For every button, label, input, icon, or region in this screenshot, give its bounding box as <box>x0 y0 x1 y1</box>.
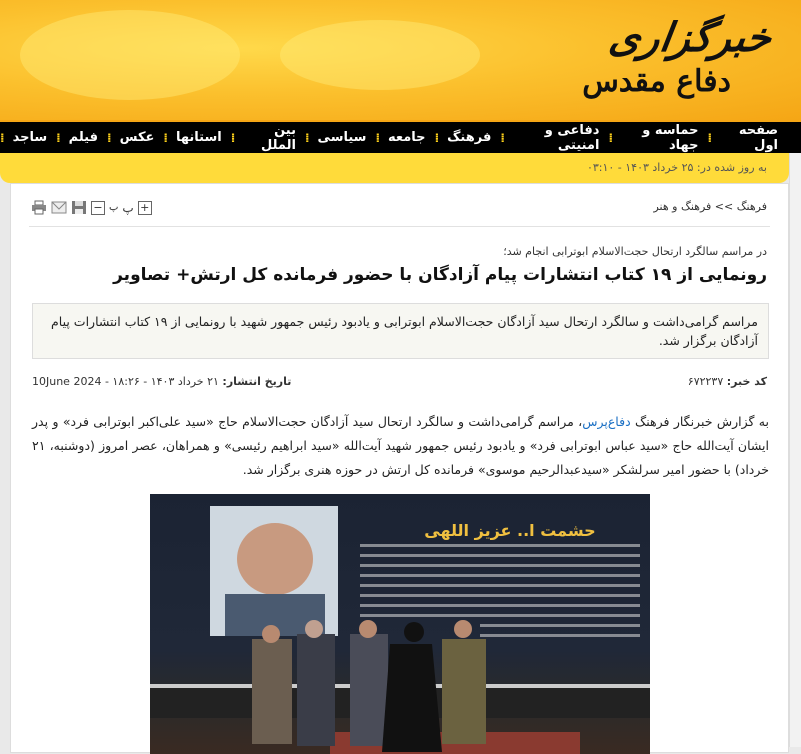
font-increase-button[interactable]: + <box>138 201 152 215</box>
article-tools <box>31 200 152 215</box>
page-scroll-gutter <box>789 153 801 747</box>
nav-separator: ⁞ <box>56 130 60 145</box>
nav-separator: ⁞ <box>707 130 712 145</box>
nav-separator: ⁞ <box>0 130 4 145</box>
nav-item[interactable]: دفاعی و امنیتی <box>544 122 600 153</box>
photo-heading-text: حشمت ا.. عزیز اللهی <box>424 521 596 540</box>
publish-date: تاریخ انتشار: ۲۱ خرداد ۱۴۰۳ - ۱۸:۲۶ - 10June 2024 <box>32 375 292 388</box>
nav-separator: ⁞ <box>163 130 167 145</box>
article-body: به گزارش خبرنگار فرهنگ دفاع‌پرس، مراسم گرامی‌داشت و سالگرد ارتحال سید آزادگان حجت‌الاسلام حاج «سید علی‌اکبر ابوترابی فرد» و پدر ایشان آیت‌الله حاج «سید عباس ابوترابی فرد» و یادبود رئیس جمهور شهید آیت‌الله «سید ابراهیم رئیسی» و همراهان، عصر امروز (دوشنبه، ۲۱ خرداد) با حضور امیر سرلشکر «سیدعبدالرحیم موسوی» فرمانده کل ارتش در حوزه هنری برگزار شد. <box>32 414 769 477</box>
article-container <box>10 183 789 753</box>
article-subtitle: در مراسم سالگرد ارتحال حجت‌الاسلام ابوترابی انجام شد؛ <box>503 245 767 258</box>
nav-item[interactable]: استانها <box>175 130 222 145</box>
nav-separator: ⁞ <box>230 130 235 145</box>
nav-item[interactable]: سیاسی <box>317 130 367 145</box>
email-icon[interactable] <box>51 200 67 215</box>
nav-separator: ⁞ <box>434 130 439 145</box>
nav-item[interactable]: فیلم <box>68 130 98 145</box>
font-decrease-button[interactable]: − <box>91 201 105 215</box>
nav-item[interactable]: بین الملل <box>261 122 296 153</box>
article-summary: مراسم گرامی‌داشت و سالگرد ارتحال سید آزادگان حجت‌الاسلام ابوترابی و یادبود رئیس جمهور شهید با رونمایی از ۱۹ کتاب انتشارات پیام آزادگان برگزار شد. <box>32 303 769 359</box>
nav-item[interactable]: فرهنگ <box>447 130 492 145</box>
print-icon[interactable] <box>31 200 47 215</box>
font-small-label: پ <box>109 202 119 213</box>
site-logo[interactable]: خبرگزاری دفاع مقدس <box>582 14 775 99</box>
font-large-label: پ <box>122 200 134 215</box>
nav-separator: ⁞ <box>375 130 380 145</box>
nav-separator: ⁞ <box>107 130 111 145</box>
nav-item[interactable]: ساجد <box>12 130 48 145</box>
nav-item[interactable]: جامعه <box>388 130 426 145</box>
news-code: کد خبر: ۶۷۲۲۳۷ <box>687 375 767 388</box>
nav-separator: ⁞ <box>608 130 612 145</box>
divider <box>29 226 770 227</box>
nav-item[interactable]: عکس <box>119 130 155 145</box>
nav-item[interactable]: حماسه و جهاد <box>642 122 699 153</box>
article-photo[interactable] <box>150 494 650 754</box>
breadcrumb[interactable]: فرهنگ >> فرهنگ و هنر <box>653 200 767 213</box>
article-title: رونمایی از ۱۹ کتاب انتشارات پیام آزادگان با حضور فرمانده کل ارتش+ تصاویر <box>113 265 767 285</box>
main-nav <box>0 120 801 153</box>
nav-separator: ⁞ <box>304 130 309 145</box>
site-header <box>0 0 801 120</box>
nav-separator: ⁞ <box>500 130 504 145</box>
source-link[interactable]: دفاع‌پرس <box>582 414 631 429</box>
nav-item[interactable]: صفحه اول <box>738 122 778 153</box>
last-updated: به روز شده در: ۲۵ خرداد ۱۴۰۳ - ۰۳:۱۰ <box>0 153 789 183</box>
save-icon[interactable] <box>71 200 87 215</box>
